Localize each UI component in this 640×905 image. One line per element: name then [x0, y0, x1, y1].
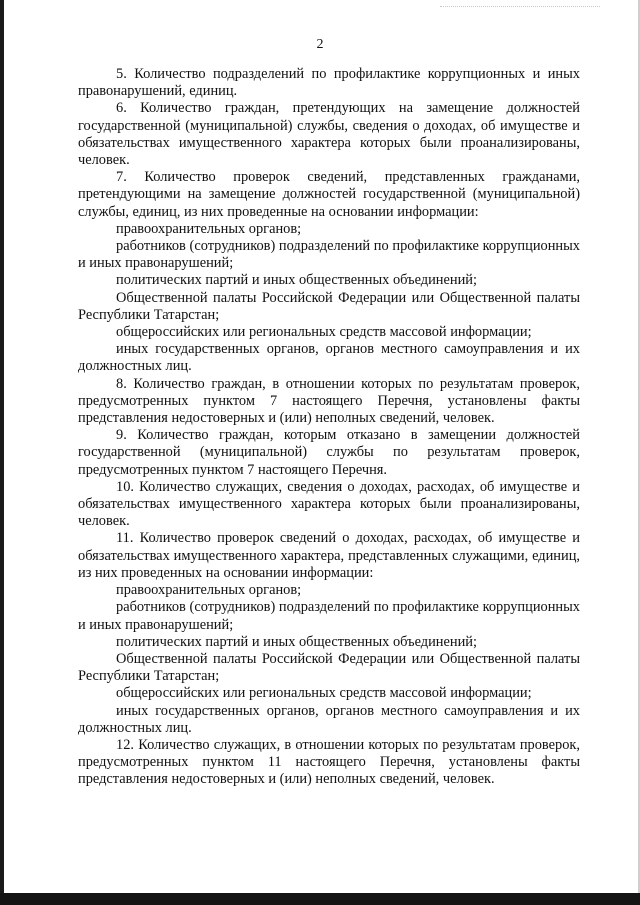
item-11-source-other-bodies: иных государственных органов, органов местного самоуправления и их должностных лиц. — [78, 702, 580, 736]
item-11-source-anticorruption-units: работников (сотрудников) подразделений по профилактике коррупционных и иных правонарушений; — [78, 599, 580, 633]
item-7-source-public-chamber: Общественной палаты Российской Федерации или Общественной палаты Республики Татарстан; — [78, 289, 580, 323]
scan-bottom-edge — [0, 893, 640, 905]
item-12: 12. Количество служащих, в отношении которых по результатам проверок, предусмотренных пунктом 11 настоящего Перечня, установлены факты представления недостоверных и (или) неполных сведений, человек. — [78, 736, 580, 788]
item-11-source-political-parties: политических партий и иных общественных объединений; — [116, 633, 477, 650]
document-body — [78, 66, 580, 789]
scan-left-edge — [0, 0, 4, 905]
item-7-source-law-enforcement: правоохранительных органов; — [116, 220, 302, 237]
item-8: 8. Количество граждан, в отношении которых по результатам проверок, предусмотренных пунктом 7 настоящего Перечня, установлены факты представления недостоверных и (или) неполных сведений, человек. — [78, 375, 580, 427]
item-11-source-mass-media: общероссийских или региональных средств массовой информации; — [116, 685, 532, 702]
item-5: 5. Количество подразделений по профилактике коррупционных и иных правонарушений, единиц. — [78, 66, 580, 100]
item-11-source-law-enforcement: правоохранительных органов; — [116, 582, 302, 599]
page-number: 2 — [316, 37, 324, 52]
item-10: 10. Количество служащих, сведения о доходах, расходах, об имуществе и обязательствах имущественного характера которых были проанализированы, человек. — [78, 478, 580, 530]
item-11-source-public-chamber: Общественной палаты Российской Федерации или Общественной палаты Республики Татарстан; — [78, 650, 580, 685]
item-7-source-other-bodies: иных государственных органов, органов местного самоуправления и их должностных лиц. — [78, 341, 580, 375]
item-9: 9. Количество граждан, которым отказано в замещении должностей государственной (муниципальной) службы по результатам проверок, предусмотренных пунктом 7 настоящего Перечня. — [78, 427, 580, 478]
item-6: 6. Количество граждан, претендующих на замещение должностей государственной (муниципальной) службы, сведения о доходах, об имуществе и обязательствах имущественного характера которых были проанализированы, человек. — [78, 100, 580, 169]
scan-noise — [440, 6, 600, 9]
item-7-source-mass-media: общероссийских или региональных средств массовой информации; — [116, 324, 532, 341]
item-7: 7. Количество проверок сведений, представленных гражданами, претендующими на замещение должностей государственной (муниципальной) службы, единиц, из них проведенные на основании информации: — [78, 169, 580, 220]
item-11: 11. Количество проверок сведений о доходах, расходах, об имуществе и обязательствах имущественного характера, представленных служащими, единиц, из них проведенных на основании информации: — [78, 530, 580, 581]
item-7-source-anticorruption-units: работников (сотрудников) подразделений по профилактике коррупционных и иных правонарушений; — [78, 238, 580, 272]
item-7-source-political-parties: политических партий и иных общественных объединений; — [116, 272, 477, 289]
